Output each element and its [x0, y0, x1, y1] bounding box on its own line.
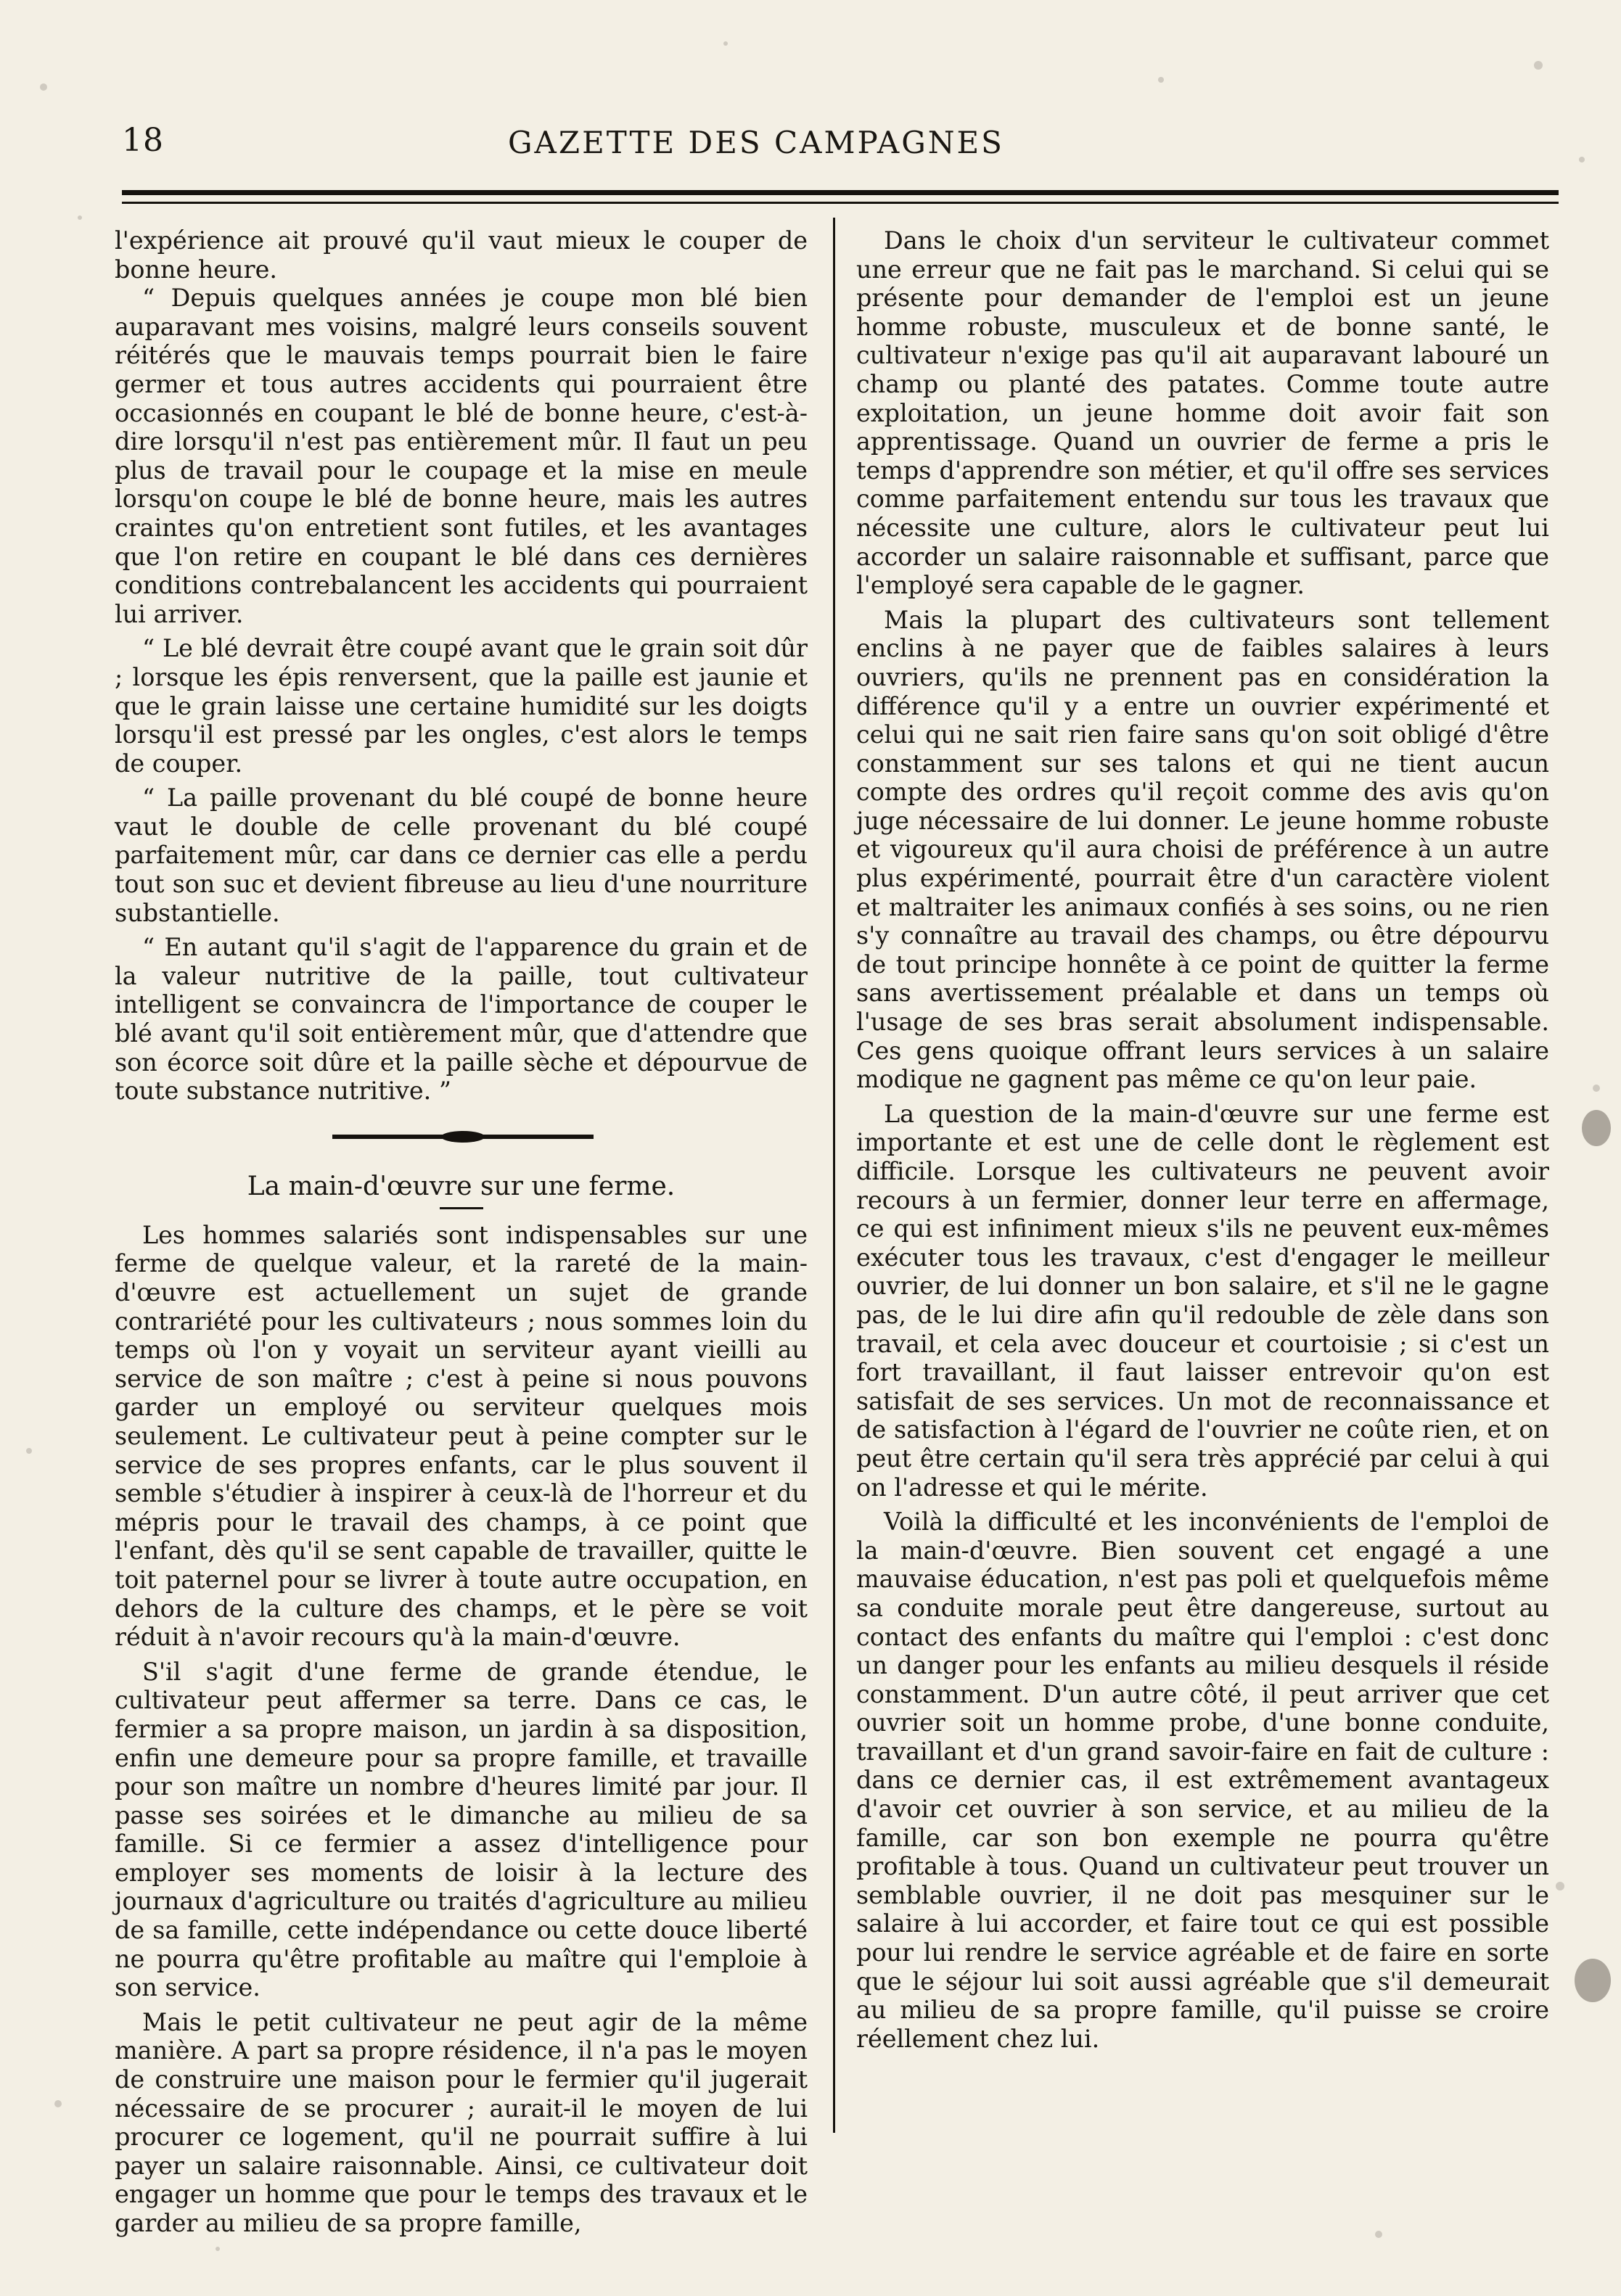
paragraph: S'il s'agit d'une ferme de grande étendue, le cultivateur peut affermer sa terre. Dans ce cas, le fermier a sa propre maison, un jardin à sa disposition, enfin une demeure pour sa propre famille, et travaille pour son maître un nombre d'heures limité par jour. Il passe ses soirées et le dimanche au milieu de sa famille. Si ce fermier a assez d'intelligence pour employer ses moments de loisir à la lecture des journaux d'agriculture ou traités d'agriculture au milieu de sa famille, cette indépendance ou cette douce liberté ne pourra qu'être profitable au maître qui l'emploie à son service. [115, 1657, 808, 2002]
ink-blot [1575, 1959, 1611, 2002]
header-rule-thick [122, 190, 1559, 195]
paragraph: “ Depuis quelques années je coupe mon blé bien auparavant mes voisins, malgré leurs conseils souvent réitérés que le mauvais temps pourrait bien le faire germer et tous autres accidents qui pourraient être occasionnés en coupant le blé de bonne heure, c'est-à-dire lorsqu'il n'est pas entièrement mûr. Il faut un peu plus de travail pour le coupage et la mise en meule lorsqu'on coupe le blé de bonne heure, mais les autres craintes qu'on entretient sont futiles, et les avantages que l'on retire en coupant le blé dans ces dernières conditions contrebalancent les accidents qui pourraient lui arriver. [115, 284, 808, 628]
paragraph: “ La paille provenant du blé coupé de bonne heure vaut le double de celle provenant du blé coupé parfaitement mûr, car dans ce dernier cas elle a perdu tout son suc et devient fibreuse au lieu d'une nourriture substantielle. [115, 783, 808, 927]
left-column [115, 226, 808, 2238]
paragraph: “ En autant qu'il s'agit de l'apparence du grain et de la valeur nutritive de la paille, tout cultivateur intelligent se convaincra de l'importance de couper le blé avant qu'il soit entièrement mûr, que d'attendre que son écorce soit dûre et la paille sèche et dépourvue de toute substance nutritive. ” [115, 933, 808, 1106]
paragraph: Voilà la difficulté et les inconvénients de l'emploi de la main-d'œuvre. Bien souvent cet engagé a une mauvaise éducation, n'est pas poli et quelquefois même sa conduite morale peut être dangereuse, surtout au contact des enfants du maître qui l'emploi : c'est donc un danger pour les enfants au milieu desquels il réside constamment. D'un autre côté, il peut arriver que cet ouvrier soit un homme probe, d'une bonne conduite, travaillant et d'un grand savoir-faire en fait de culture : dans ce dernier cas, il est extrêmement avantageux d'avoir cet ouvrier à son service, et au milieu de la famille, car son bon exemple ne pourra qu'être profitable à tous. Quand un cultivateur peut trouver un semblable ouvrier, il ne doit pas mesquiner sur le salaire à lui accorder, et faire tout ce qui est possible pour lui rendre le service agréable et de faire en sorte que le séjour lui soit aussi agréable que s'il demeurait au milieu de sa propre famille, qu'il puisse se croire réellement chez lui. [856, 1507, 1549, 2053]
section-ornament [115, 1106, 808, 1171]
paragraph: Les hommes salariés sont indispensables sur une ferme de quelque valeur, et la rareté de la main-d'œuvre est actuellement un sujet de grande contrariété pour les cultivateurs ; nous sommes loin du temps où l'on y voyait un serviteur ayant vieilli au service de son maître ; c'est à peine si nous pouvons garder un employé ou serviteur quelques mois seulement. Le cultivateur peut à peine compter sur le service de ses propres enfants, car le plus souvent il semble s'étudier à inspirer à ceux-là de l'horreur et du mépris pour le travail des champs, à ce point que l'enfant, dès qu'il se sent capable de travailler, quitte le toit paternel pour se livrer à toute autre occupation, en dehors de la culture des champs, et le père se voit réduit à n'avoir recours qu'à la main-d'œuvre. [115, 1220, 808, 1652]
section-title: La main-d'œuvre sur une ferme. [247, 1171, 676, 1201]
ink-blot [1582, 1110, 1611, 1146]
ornament-rule [332, 1135, 594, 1139]
paragraph: “ Le blé devrait être coupé avant que le grain soit dûr ; lorsque les épis renversent, que la paille est jaunie et que le grain laisse une certaine humidité sur les doigts lorsqu'il est pressé par les ongles, c'est alors le temps de couper. [115, 634, 808, 778]
paragraph: La question de la main-d'œuvre sur une ferme est importante et est une de celle dont le règlement est difficile. Lorsque les cultivateurs ne peuvent avoir recours à un fermier, donner leur terre en affermage, ce qui est infiniment mieux s'ils ne peuvent eux-mêmes exécuter tous les travaux, c'est d'engager le meilleur ouvrier, de lui donner un bon salaire, et s'il ne le gagne pas, de le lui dire afin qu'il redouble de zèle dans son travail, et cela avec douceur et courtoisie ; si c'est un fort travaillant, il faut laisser entrevoir qu'on est satisfait de ses services. Un mot de reconnaissance et de satisfaction à l'égard de l'ouvrier ne coûte rien, et on peut être certain qu'il sera très apprécié par celui à qui on l'adresse et qui le mérite. [856, 1099, 1549, 1502]
header-rule-thin [122, 202, 1559, 204]
paragraph: Mais le petit cultivateur ne peut agir de la même manière. A part sa propre résidence, il n'a pas le moyen de construire une maison pour le fermier qu'il jugerait nécessaire de se procurer ; aurait-il le moyen de lui procurer ce logement, qu'il ne pourrait suffire à lui payer un salaire raisonnable. Ainsi, ce cultivateur doit engager un homme que pour le temps des travaux et le garder au milieu de sa propre famille, [115, 2007, 808, 2237]
paragraph: Mais la plupart des cultivateurs sont tellement enclins à ne payer que de faibles salaires à leurs ouvriers, qu'ils ne prennent pas en considération la différence qu'il y a entre un ouvrier expérimenté et celui qui ne sait rien faire sans qu'on soit obligé d'être constamment sur ses talons et qui ne tient aucun compte des ordres qu'il reçoit comme des avis qu'on juge nécessaire de lui donner. Le jeune homme robuste et vigoureux qu'il aura choisi de préférence à un autre plus expérimenté, pourrait être d'un caractère violent et maltraiter les animaux confiés à ses soins, ou ne rien s'y connaître au travail des champs, ou être dépourvu de tout principe honnête à ce point de quitter la ferme sans avertissement préalable et dans un temps où l'usage de ses bras serait absolument indispensable. Ces gens quoique offrant leurs services à un salaire modique ne gagnent pas même ce qu'on leur paie. [856, 605, 1549, 1094]
paragraph: l'expérience ait prouvé qu'il vaut mieux le couper de bonne heure. [115, 226, 808, 284]
column-divider [833, 218, 835, 2133]
running-title: GAZETTE DES CAMPAGNES [508, 125, 1004, 160]
paragraph: Dans le choix d'un serviteur le cultivateur commet une erreur que ne fait pas le marchand. Si celui qui se présente pour demander de l'emploi est un jeune homme robuste, musculeux et de bonne santé, le cultivateur n'exige pas qu'il ait auparavant labouré un champ ou planté des patates. Comme toute autre exploitation, un jeune homme doit avoir fait son apprentissage. Quand un ouvrier de ferme a pris le temps d'apprendre son métier, et qu'il offre ses services comme parfaitement entendu sur tous les travaux que nécessite une culture, alors le cultivateur peut lui accorder un salaire raisonnable et suffisant, parce que l'employé sera capable de le gagner. [856, 226, 1549, 600]
title-underline [440, 1207, 483, 1209]
page-number: 18 [122, 122, 164, 159]
right-column [856, 226, 1549, 2053]
